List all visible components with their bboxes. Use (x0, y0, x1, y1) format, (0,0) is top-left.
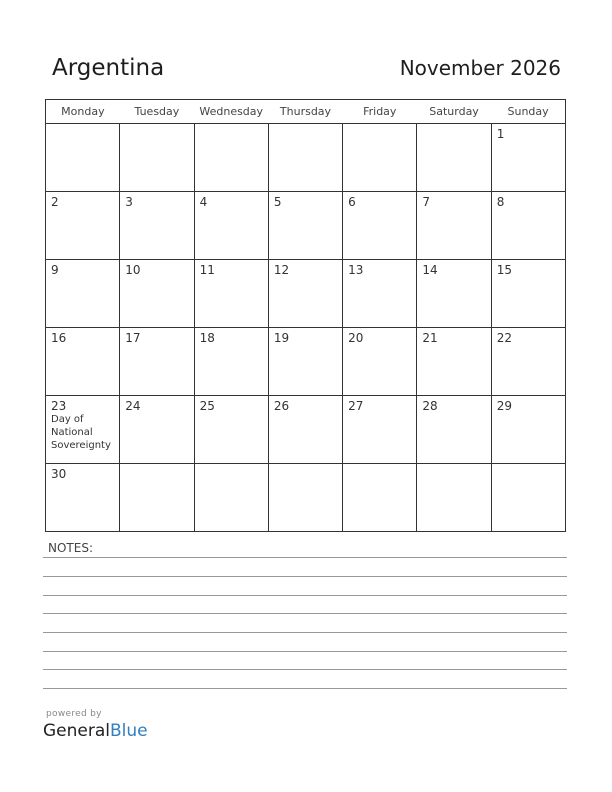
weekday-thursday: Thursday (268, 100, 342, 124)
day-cell (343, 260, 417, 328)
day-cell (417, 260, 491, 328)
day-number: 15 (496, 263, 512, 277)
week-row (46, 464, 566, 532)
day-number: 30 (51, 467, 67, 481)
day-cell (268, 396, 342, 464)
notes-label: NOTES: (48, 541, 93, 555)
day-cell (268, 192, 342, 260)
holiday-label: Day of National Sovereignty (51, 414, 111, 451)
weekday-header-row (46, 100, 566, 124)
day-number: 1 (496, 127, 505, 141)
day-cell (268, 260, 342, 328)
calendar-grid (45, 99, 566, 532)
day-number: 29 (496, 399, 512, 413)
week-row (46, 260, 566, 328)
day-cell (194, 260, 268, 328)
note-line (43, 651, 567, 652)
day-cell (343, 124, 417, 192)
day-cell (120, 396, 194, 464)
day-cell (417, 192, 491, 260)
day-cell (46, 124, 120, 192)
day-cell (417, 464, 491, 532)
day-number: 9 (51, 263, 59, 277)
day-number: 7 (422, 195, 431, 209)
day-number: 3 (125, 195, 133, 209)
powered-by-text: powered by (46, 709, 102, 719)
day-number: 23 (51, 399, 67, 413)
day-cell (491, 464, 565, 532)
day-cell (491, 124, 565, 192)
day-cell (46, 260, 120, 328)
weekday-wednesday: Wednesday (194, 100, 268, 124)
note-line (43, 557, 567, 558)
day-cell (491, 328, 565, 396)
day-cell (194, 192, 268, 260)
day-cell (268, 464, 342, 532)
day-number: 27 (348, 399, 364, 413)
week-row (46, 396, 566, 464)
month-year-title: November 2026 (399, 56, 561, 80)
day-cell (417, 328, 491, 396)
weekday-friday: Friday (343, 100, 417, 124)
day-cell (268, 328, 342, 396)
day-number: 19 (273, 331, 290, 345)
weekday-saturday: Saturday (417, 100, 491, 124)
day-number: 24 (125, 399, 141, 413)
day-number: 11 (199, 263, 215, 277)
note-line (43, 669, 567, 670)
day-number: 22 (496, 331, 512, 345)
weekday-monday: Monday (46, 100, 120, 124)
day-number: 10 (125, 263, 141, 277)
day-number: 16 (51, 331, 67, 345)
day-cell (417, 124, 491, 192)
day-cell (491, 396, 565, 464)
day-cell (268, 124, 342, 192)
day-number: 6 (348, 195, 356, 209)
note-line (43, 595, 567, 596)
day-cell (46, 328, 120, 396)
day-cell (343, 396, 417, 464)
day-number: 2 (51, 195, 59, 209)
day-cell (194, 396, 268, 464)
week-row (46, 124, 566, 192)
day-number: 12 (273, 263, 290, 277)
day-cell (194, 464, 268, 532)
day-number: 28 (422, 399, 438, 413)
day-number: 14 (422, 263, 438, 277)
day-cell (120, 124, 194, 192)
day-cell (194, 328, 268, 396)
day-cell (46, 396, 120, 464)
day-cell (120, 192, 194, 260)
day-cell (343, 328, 417, 396)
day-cell (46, 464, 120, 532)
note-line (43, 632, 567, 633)
day-cell (343, 464, 417, 532)
day-cell (194, 124, 268, 192)
day-cell (491, 260, 565, 328)
day-cell (120, 328, 194, 396)
day-number: 5 (273, 195, 282, 209)
day-cell (120, 464, 194, 532)
week-row (46, 328, 566, 396)
day-cell (120, 260, 194, 328)
week-row (46, 192, 566, 260)
weekday-tuesday: Tuesday (120, 100, 194, 124)
generalblue-logo[interactable] (43, 721, 148, 741)
note-line (43, 613, 567, 614)
country-title: Argentina (52, 55, 165, 81)
day-number: 13 (348, 263, 364, 277)
day-number: 17 (125, 331, 141, 345)
note-line (43, 576, 567, 577)
day-number: 26 (273, 399, 290, 413)
note-line (43, 688, 567, 689)
day-cell (417, 396, 491, 464)
brand-general: General (43, 721, 110, 741)
day-cell (46, 192, 120, 260)
day-number: 25 (199, 399, 215, 413)
day-number: 18 (199, 331, 215, 345)
weekday-sunday: Sunday (491, 100, 565, 124)
day-number: 21 (422, 331, 438, 345)
day-cell (343, 192, 417, 260)
brand-blue: Blue (110, 721, 148, 741)
day-number: 8 (496, 195, 505, 209)
day-number: 20 (348, 331, 364, 345)
day-number: 4 (199, 195, 208, 209)
day-cell (491, 192, 565, 260)
